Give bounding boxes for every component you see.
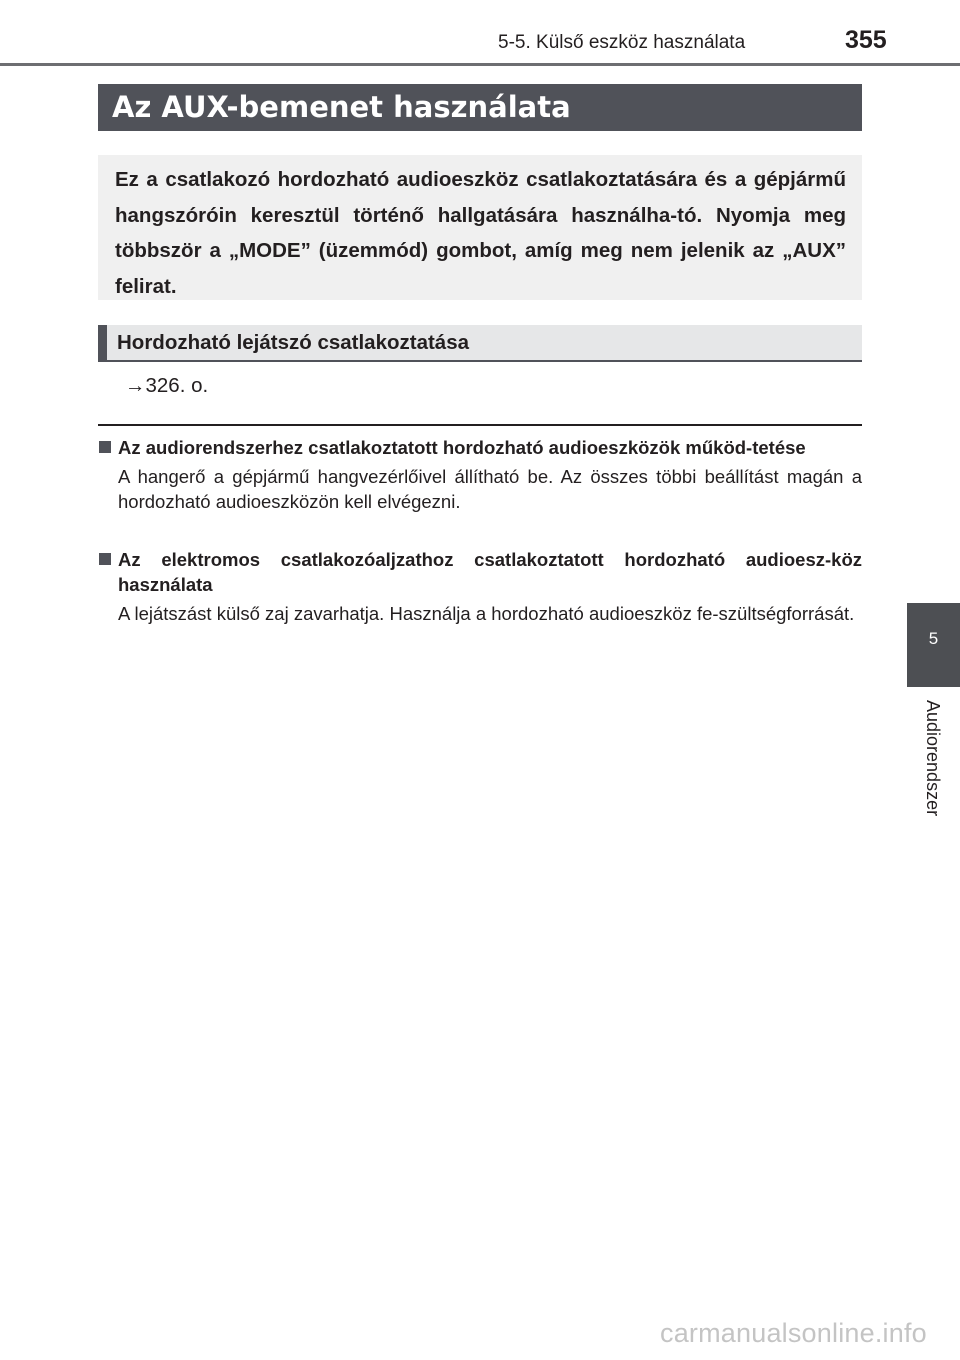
- note-heading-text: Az elektromos csatlakozóaljzathoz csatlakoztatott hordozható audioesz-köz használata: [118, 549, 862, 595]
- chapter-label: Audiorendszer: [923, 700, 943, 817]
- note-item: [98, 547, 862, 626]
- square-bullet-icon: [99, 441, 111, 453]
- note-heading: [98, 547, 862, 597]
- page-title: Az AUX-bemenet használata: [98, 84, 862, 131]
- chapter-tab: [907, 603, 960, 687]
- header-section-title: 5-5. Külső eszköz használata: [498, 32, 746, 53]
- chapter-number: 5: [928, 629, 939, 648]
- page-reference-link[interactable]: 326. o.: [145, 374, 209, 397]
- intro-text: Ez a csatlakozó hordozható audioeszköz csatlakoztatására és a gépjármű hangszóróin keresztül történő hallgatására használha-tó. Nyomja meg többször a „MODE” (üzemmód) gombot, amíg meg nem jelenik az „AUX” felirat.: [115, 168, 846, 298]
- note-body: A hangerő a gépjármű hangvezérlőivel állítható be. Az összes többi beállítást magán a hordozható audioeszközön kell elvégezni.: [118, 466, 862, 512]
- header-divider: [0, 63, 960, 66]
- subheading: Hordozható lejátszó csatlakoztatása: [98, 325, 862, 362]
- note-body: A lejátszást külső zaj zavarhatja. Használja a hordozható audioeszköz fe-szültségforrását.: [118, 603, 855, 624]
- note-item: [98, 435, 862, 514]
- page-number: 355: [845, 26, 887, 54]
- page-reference: [125, 374, 208, 398]
- intro-box: [98, 155, 862, 300]
- arrow-icon: →: [125, 374, 146, 397]
- watermark: carmanualsonline.info: [660, 1318, 927, 1348]
- note-heading-text: Az audiorendszerhez csatlakoztatott hordozható audioeszközök működ-tetése: [118, 437, 806, 458]
- square-bullet-icon: [99, 553, 111, 565]
- section-divider: [98, 424, 862, 426]
- note-heading: [98, 435, 862, 460]
